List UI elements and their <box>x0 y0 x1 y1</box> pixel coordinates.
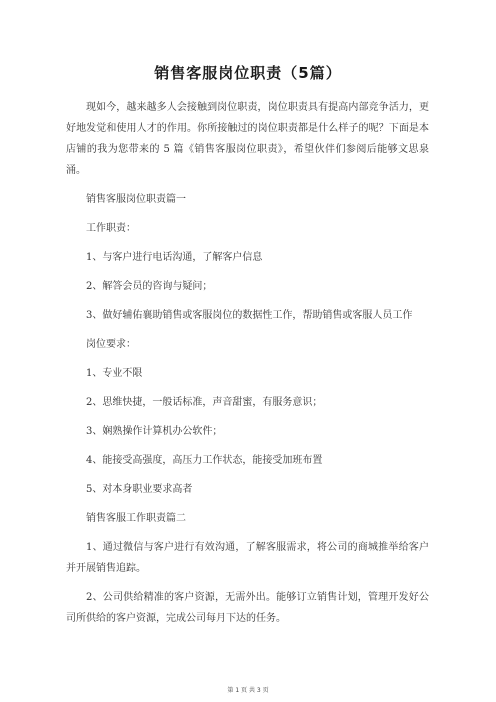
document-body <box>66 97 429 629</box>
section-heading-1: 销售客服岗位职责篇一 <box>86 194 186 205</box>
duty-item-3: 3、做好辅佑襄助销售或客服岗位的数据性工作，帮助销售或客服人员工作 <box>86 310 413 321</box>
requirement-item-2: 2、思维快捷，一般话标准，声音甜蜜，有服务意识； <box>86 397 323 408</box>
section-heading-2: 销售客服工作职责篇二 <box>86 513 186 524</box>
requirement-item-1: 1、专业不限 <box>86 368 143 379</box>
requirements-label: 岗位要求： <box>86 339 136 350</box>
duty2-item-2: 2、公司供给精准的客户资源，无需外出。能够订立销售计划，管理开发好公司所供给的客户资源，完成公司每月下达的任务。 <box>66 592 429 624</box>
duty-item-2: 2、解答会员的咨询与疑问； <box>86 281 213 292</box>
duty2-item-1: 1、通过微信与客户进行有效沟通，了解客服需求，将公司的商城推举给客户并开展销售追踪。 <box>66 542 429 574</box>
intro-paragraph: 现如今，越来越多人会接触到岗位职责，岗位职责具有提高内部竞争活力，更好地发觉和使用人才的作用。你所接触过的岗位职责都是什么样子的呢？下面是本店铺的我为您带来的 5 篇《销售客服岗位职责》，希望伙伴们参阅后能够文思泉涌。 <box>66 102 429 176</box>
requirement-item-3: 3、娴熟操作计算机办公软件； <box>86 426 223 437</box>
requirement-item-5: 5、对本身职业要求高者 <box>86 484 193 495</box>
requirement-item-4: 4、能接受高强度，高压力工作状态，能接受加班布置 <box>86 455 323 466</box>
duties-label: 工作职责： <box>86 223 136 234</box>
duty-item-1: 1、与客户进行电话沟通，了解客户信息 <box>86 252 263 263</box>
page-footer: 第 1 页 共 3 页 <box>227 687 269 694</box>
document-title: 销售客服岗位职责（5篇） <box>154 64 342 82</box>
